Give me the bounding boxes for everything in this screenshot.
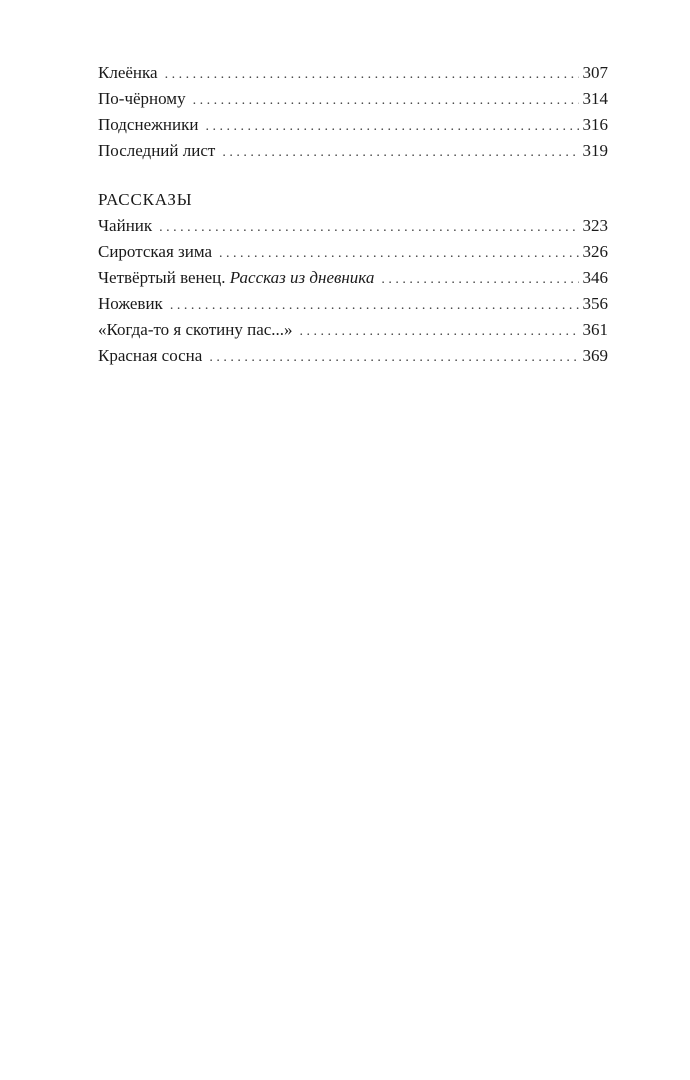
toc-entry [98, 265, 608, 291]
dot-leader [165, 62, 579, 88]
section-heading: РАССКАЗЫ [98, 190, 193, 209]
toc-entry [98, 86, 608, 112]
page-number: 316 [582, 115, 608, 134]
dot-leader [193, 88, 579, 114]
entry-title: Чайник [98, 216, 153, 235]
entry-subtitle: Рассказ из дневника [229, 268, 375, 287]
toc-entry [98, 213, 608, 239]
page-number: 346 [582, 268, 608, 287]
toc-entry [98, 317, 608, 343]
dot-leader [209, 345, 578, 371]
toc-group-continued [98, 60, 608, 164]
toc-entry [98, 239, 608, 265]
entry-title-text: Четвёртый венец. [98, 268, 230, 287]
dot-leader [170, 293, 579, 319]
entry-title [98, 265, 374, 291]
entry-title: Ножевик [98, 294, 163, 313]
page-number: 369 [582, 346, 608, 365]
dot-leader [222, 140, 578, 166]
entry-title: «Когда-то я скотину пас...» [98, 320, 293, 339]
dot-leader [219, 241, 578, 267]
entry-title: Последний лист [98, 141, 216, 160]
toc-entry [98, 138, 608, 164]
page-number: 319 [582, 141, 608, 160]
entry-title: По-чёрному [98, 89, 186, 108]
toc-entry [98, 343, 608, 369]
toc-entry [98, 291, 608, 317]
entry-title: Сиротская зима [98, 242, 213, 261]
page-number: 307 [582, 63, 608, 82]
page-number: 361 [582, 320, 608, 339]
toc-group-stories [98, 187, 608, 369]
dot-leader [381, 267, 578, 293]
entry-title: Клеёнка [98, 63, 158, 82]
entry-title: Красная сосна [98, 346, 203, 365]
table-of-contents [98, 60, 608, 369]
dot-leader [159, 215, 578, 241]
dot-leader [300, 319, 579, 345]
page-number: 314 [582, 89, 608, 108]
entry-title: Подснежники [98, 115, 199, 134]
dot-leader [205, 114, 578, 140]
page-number: 356 [582, 294, 608, 313]
toc-entry [98, 112, 608, 138]
toc-entry [98, 60, 608, 86]
page-number: 326 [582, 242, 608, 261]
page-number: 323 [582, 216, 608, 235]
